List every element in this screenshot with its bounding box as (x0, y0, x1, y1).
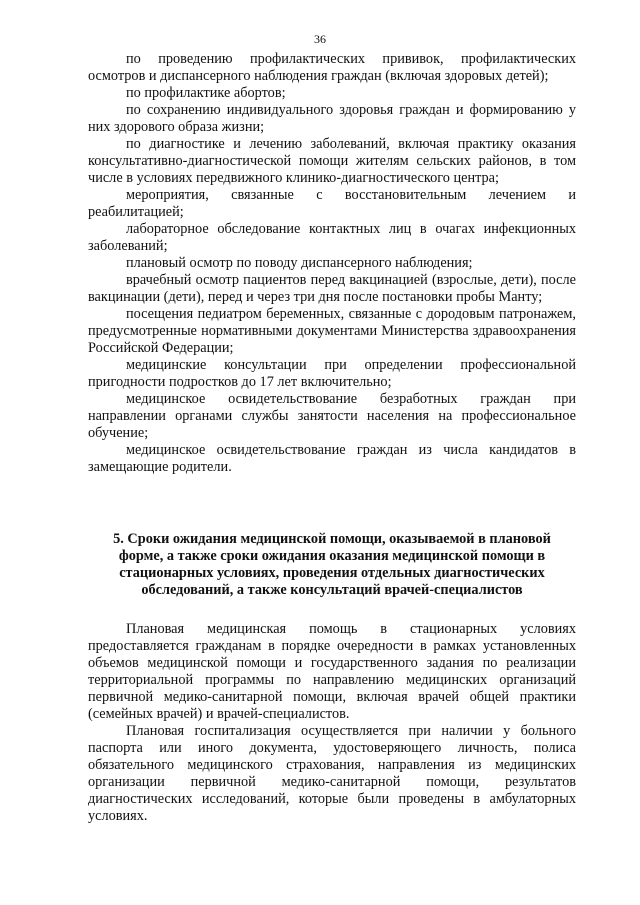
list-item: по проведению профилактических прививок, профилактических осмотров и диспансерного наблюдения граждан (включая здоровых детей); (88, 51, 576, 84)
list-item: лабораторное обследование контактных лиц в очагах инфекционных заболеваний; (88, 221, 576, 254)
section-heading: 5. Сроки ожидания медицинской помощи, оказываемой в плановой форме, а также сроки ожидания оказания медицинской помощи в стационарных условиях, проведения отдельных диагностических обследований, а также консультаций врачей-специалистов (113, 531, 551, 598)
list-item: мероприятия, связанные с восстановительным лечением и реабилитацией; (88, 187, 576, 220)
list-item: медицинские консультации при определении профессиональной пригодности подростков до 17 лет включительно; (88, 357, 576, 390)
list-item: по диагностике и лечению заболеваний, включая практику оказания консультативно-диагностической помощи жителям сельских районов, в том числе в условиях передвижного клинико-диагностического центра; (88, 136, 576, 186)
service-list (88, 51, 576, 476)
list-item: врачебный осмотр пациентов перед вакцинацией (взрослые, дети), после вакцинации (дети), перед и через три дня после постановки пробы Манту; (88, 272, 576, 305)
list-item: по профилактике абортов; (126, 85, 286, 101)
body-paragraph: Плановая медицинская помощь в стационарных условиях предоставляется гражданам в порядке очередности в рамках установленных объемов медицинской помощи и государственного задания по реализации территориальной программы по направлению медицинских организаций первичной медико-санитарной помощи, включая врачей общей практики (семейных врачей) и врачей-специалистов. (88, 621, 576, 722)
list-item: по сохранению индивидуального здоровья граждан и формированию у них здорового образа жизни; (88, 102, 576, 135)
list-item: плановый осмотр по поводу диспансерного наблюдения; (126, 255, 473, 271)
list-item: медицинское освидетельствование безработных граждан при направлении органами службы занятости населения на профессиональное обучение; (88, 391, 576, 441)
list-item: посещения педиатром беременных, связанные с дородовым патронажем, предусмотренные нормативными документами Министерства здравоохранения Российской Федерации; (88, 306, 576, 356)
section-body (88, 621, 576, 825)
list-item: медицинское освидетельствование граждан из числа кандидатов в замещающие родители. (88, 442, 576, 475)
page-number: 36 (314, 32, 326, 46)
body-paragraph: Плановая госпитализация осуществляется при наличии у больного паспорта или иного документа, удостоверяющего личность, полиса обязательного медицинского страхования, направления из медицинских организации первичной медико-санитарной помощи, результатов диагностических исследований, которые были проведены в амбулаторных условиях. (88, 723, 576, 824)
